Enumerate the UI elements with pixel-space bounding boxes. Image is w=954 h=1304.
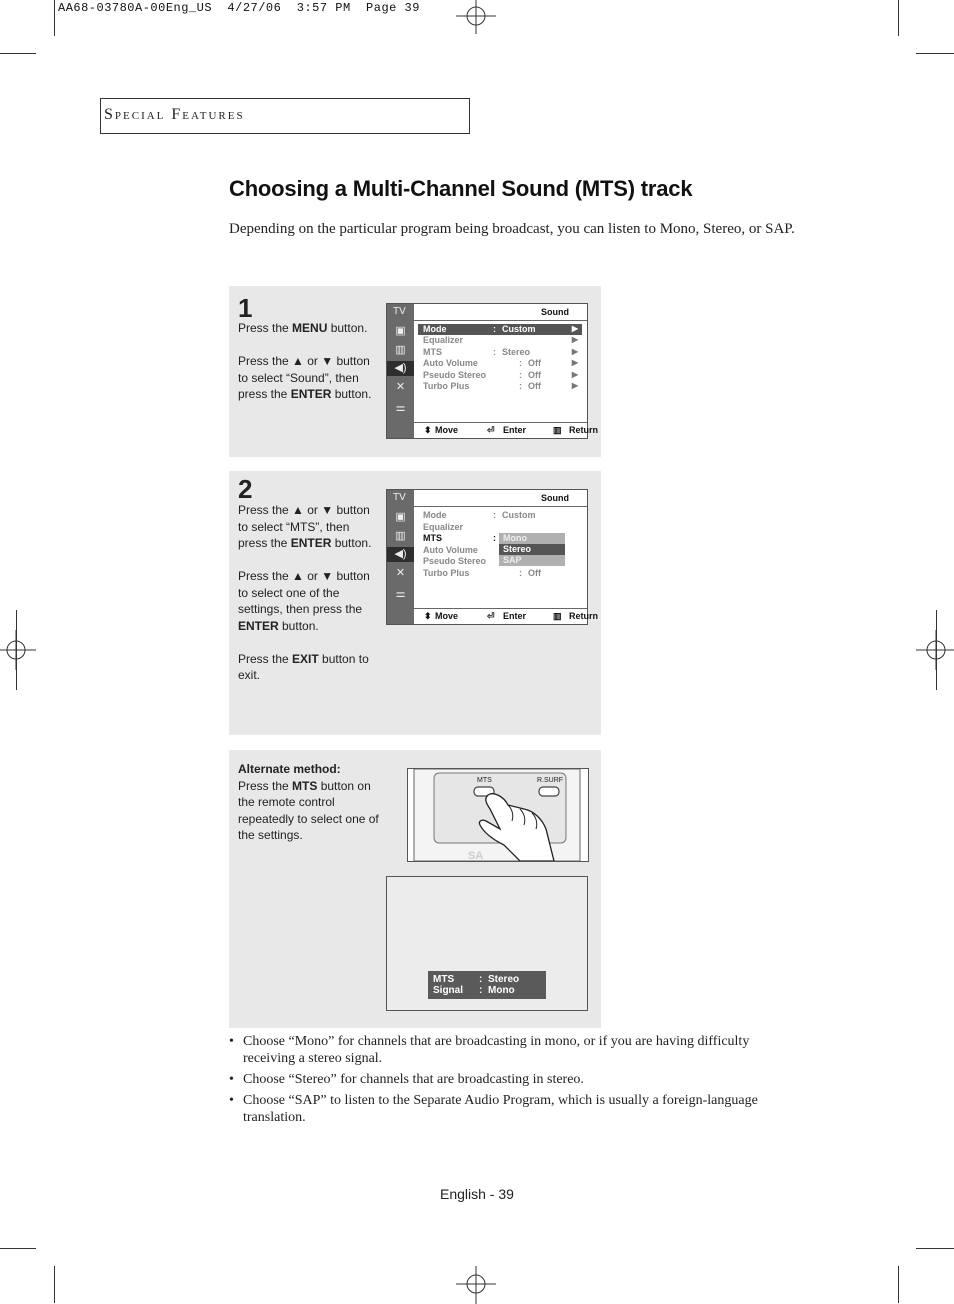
- step-2-text: button to exit.: [238, 651, 369, 682]
- menu-item-auto-volume[interactable]: [418, 358, 582, 369]
- menu-item-value: Off: [528, 370, 541, 380]
- step-1-text: Press the ▲ or ▼ button to select “Sound”, then press the: [238, 354, 370, 401]
- step-2-instructions: [238, 502, 378, 700]
- crop-mark: [54, 1266, 55, 1303]
- menu-item-label: Turbo Plus: [423, 568, 470, 578]
- step-1-text: button.: [331, 387, 372, 401]
- menu-item-equalizer[interactable]: [418, 522, 582, 533]
- bullet-list: [229, 1033, 789, 1130]
- osd-sidebar: [387, 490, 414, 624]
- registration-mark-icon: [456, 1264, 496, 1304]
- menu-item-label: MTS: [423, 347, 442, 357]
- menu-item-label: Mode: [423, 324, 447, 334]
- mts-key-label: MTS: [292, 778, 318, 793]
- osd-sidebar: [387, 304, 414, 438]
- return-icon: ▥: [553, 611, 562, 621]
- crop-mark: [0, 53, 36, 54]
- return-icon: ▥: [553, 425, 562, 435]
- bullet-item: [229, 1092, 789, 1126]
- alternate-text: Press the: [238, 778, 293, 793]
- menu-item-label: Turbo Plus: [423, 381, 470, 391]
- menu-item-label: MTS: [423, 533, 442, 543]
- step-2-text: button.: [331, 536, 372, 550]
- crop-mark: [916, 53, 954, 54]
- crop-mark: [898, 1266, 899, 1303]
- menu-item-separator: :: [493, 533, 496, 543]
- menu-item-separator: :: [519, 381, 522, 391]
- menu-item-value: Custom: [502, 510, 536, 520]
- status-signal-label: Signal: [433, 985, 464, 996]
- printer-slug: AA68-03780A-00Eng_US 4/27/06 3:57 PM Page 39: [58, 1, 420, 15]
- menu-item-value: Stereo: [502, 347, 531, 357]
- osd-footer: [414, 608, 598, 624]
- menu-item-mode[interactable]: [418, 510, 582, 521]
- return-label: Return: [569, 611, 598, 621]
- osd-header: [414, 304, 587, 321]
- osd-footer: [414, 422, 598, 438]
- menu-item-label: Pseudo Stereo: [423, 556, 487, 566]
- alternate-method-text: [238, 761, 390, 844]
- mts-options-popup: [499, 533, 565, 566]
- channel-icon: ▥: [395, 344, 406, 356]
- registration-mark-icon: [0, 630, 38, 670]
- setup-icon: ✕: [395, 567, 406, 579]
- osd-title: Sound: [541, 493, 569, 503]
- osd-header: [414, 490, 587, 507]
- return-label: Return: [569, 425, 598, 435]
- remote-mts-label: MTS: [477, 777, 492, 784]
- bullet-item: [229, 1071, 789, 1088]
- crop-mark: [16, 610, 17, 690]
- alternate-method-heading: Alternate method:: [238, 762, 341, 776]
- section-title: Special Features: [104, 106, 245, 123]
- alternate-text: button on the remote control repeatedly to select one of the settings.: [238, 778, 379, 842]
- sound-menu-screen-2: [386, 489, 598, 625]
- move-label: Move: [435, 425, 459, 435]
- step-1-number: 1: [238, 293, 253, 323]
- arrow-right-icon: ▶: [571, 370, 578, 379]
- option-stereo[interactable]: Stereo: [499, 544, 565, 555]
- step-1-text: button.: [327, 321, 368, 335]
- tv-status-screen: [386, 876, 588, 1011]
- crop-mark: [54, 0, 55, 36]
- arrow-right-icon: ▶: [571, 358, 578, 367]
- bullet-icon: •: [229, 1072, 234, 1087]
- menu-item-turbo-plus[interactable]: [418, 568, 582, 579]
- option-mono[interactable]: Mono: [503, 533, 527, 543]
- crop-mark: [936, 610, 937, 690]
- crop-mark: [0, 1248, 36, 1249]
- registration-mark-icon: [916, 630, 954, 670]
- remote-control-illustration: [407, 768, 589, 862]
- status-signal-value: Mono: [488, 985, 515, 996]
- arrow-right-icon: ▶: [571, 335, 578, 344]
- bullet-icon: •: [229, 1093, 234, 1108]
- svg-text:SA: SA: [468, 850, 484, 861]
- status-mts-label: MTS: [433, 974, 455, 985]
- menu-item-separator: :: [519, 568, 522, 578]
- move-icon: ⬍: [424, 611, 432, 621]
- step-2-text: Press the: [238, 651, 293, 666]
- arrow-right-icon: ▶: [571, 347, 578, 356]
- crop-mark: [916, 1248, 954, 1249]
- setup-icon: ✕: [395, 381, 406, 393]
- status-info-box: [428, 971, 546, 999]
- bullet-text: Choose “SAP” to listen to the Separate Audio Program, which is usually a foreign-language translation.: [243, 1093, 758, 1125]
- sound-menu-screen-1: [386, 303, 598, 439]
- bullet-text: Choose “Mono” for channels that are broadcasting in mono, or if you are having difficulty receiving a stereo signal.: [243, 1034, 750, 1066]
- enter-key-label: ENTER: [238, 618, 279, 633]
- menu-item-label: Equalizer: [423, 522, 464, 532]
- option-sap[interactable]: SAP: [503, 555, 522, 565]
- move-icon: ⬍: [424, 425, 432, 435]
- menu-item-label: Auto Volume: [423, 358, 478, 368]
- exit-key-label: EXIT: [292, 651, 319, 666]
- step-2-text: Press the ▲ or ▼ button to select one of the settings, then press the: [238, 569, 370, 616]
- step-1-instructions: [238, 320, 378, 419]
- step-1-text: Press the: [238, 321, 293, 335]
- picture-icon: ▣: [395, 325, 406, 337]
- menu-item-mts[interactable]: [418, 347, 582, 358]
- intro-text: Depending on the particular program being broadcast, you can listen to Mono, Stereo, or SAP.: [229, 221, 795, 237]
- bullet-item: [229, 1033, 789, 1067]
- menu-item-label: Mode: [423, 510, 447, 520]
- step-2-text: button.: [278, 618, 319, 633]
- status-mts-value: Stereo: [488, 974, 520, 985]
- enter-label: Enter: [503, 425, 527, 435]
- step-2-text: Press the ▲ or ▼ button to select “MTS”, then press the: [238, 503, 370, 550]
- enter-icon: ⏎: [487, 425, 495, 435]
- move-label: Move: [435, 611, 459, 621]
- menu-item-separator: :: [493, 324, 496, 334]
- menu-item-value: Off: [528, 358, 541, 368]
- enter-key-label: ENTER: [290, 536, 332, 550]
- menu-item-separator: :: [493, 347, 496, 357]
- osd-title: Sound: [541, 307, 569, 317]
- menu-item-mode[interactable]: [418, 324, 582, 335]
- menu-key-label: MENU: [292, 321, 328, 335]
- sound-icon: ◀): [387, 547, 414, 562]
- arrow-right-icon: ▶: [571, 324, 578, 333]
- menu-item-label: Auto Volume: [423, 545, 478, 555]
- menu-item-separator: :: [519, 358, 522, 368]
- bullet-text: Choose “Stereo” for channels that are broadcasting in stereo.: [243, 1072, 584, 1087]
- mts-button[interactable]: [474, 787, 494, 796]
- crop-mark: [898, 0, 899, 36]
- channel-icon: ▥: [395, 530, 406, 542]
- picture-icon: ▣: [395, 511, 406, 523]
- step-2-number: 2: [238, 474, 253, 504]
- registration-mark-icon: [456, 0, 496, 38]
- enter-label: Enter: [503, 611, 527, 621]
- tv-label: TV: [393, 306, 406, 317]
- menu-item-equalizer[interactable]: [418, 335, 582, 346]
- input-icon: ⚌: [395, 588, 406, 600]
- menu-item-turbo-plus[interactable]: [418, 381, 582, 392]
- status-separator: :: [479, 974, 483, 985]
- menu-item-label: Pseudo Stereo: [423, 370, 487, 380]
- arrow-right-icon: ▶: [571, 381, 578, 390]
- menu-item-value: Off: [528, 568, 541, 578]
- page-title: Choosing a Multi-Channel Sound (MTS) track: [229, 176, 693, 201]
- page-footer: English - 39: [440, 1186, 514, 1202]
- tv-label: TV: [393, 492, 406, 503]
- sound-icon: ◀): [387, 361, 414, 376]
- menu-item-separator: :: [493, 510, 496, 520]
- enter-icon: ⏎: [487, 611, 495, 621]
- menu-item-value: Custom: [502, 324, 536, 334]
- rsurf-button[interactable]: [539, 787, 559, 796]
- menu-item-label: Equalizer: [423, 335, 464, 345]
- menu-item-pseudo-stereo[interactable]: [418, 370, 582, 381]
- menu-item-value: Off: [528, 381, 541, 391]
- menu-item-separator: :: [519, 370, 522, 380]
- status-separator: :: [479, 985, 483, 996]
- input-icon: ⚌: [395, 402, 406, 414]
- remote-rsurf-label: R.SURF: [537, 777, 564, 784]
- bullet-icon: •: [229, 1034, 234, 1049]
- enter-key-label: ENTER: [290, 387, 332, 401]
